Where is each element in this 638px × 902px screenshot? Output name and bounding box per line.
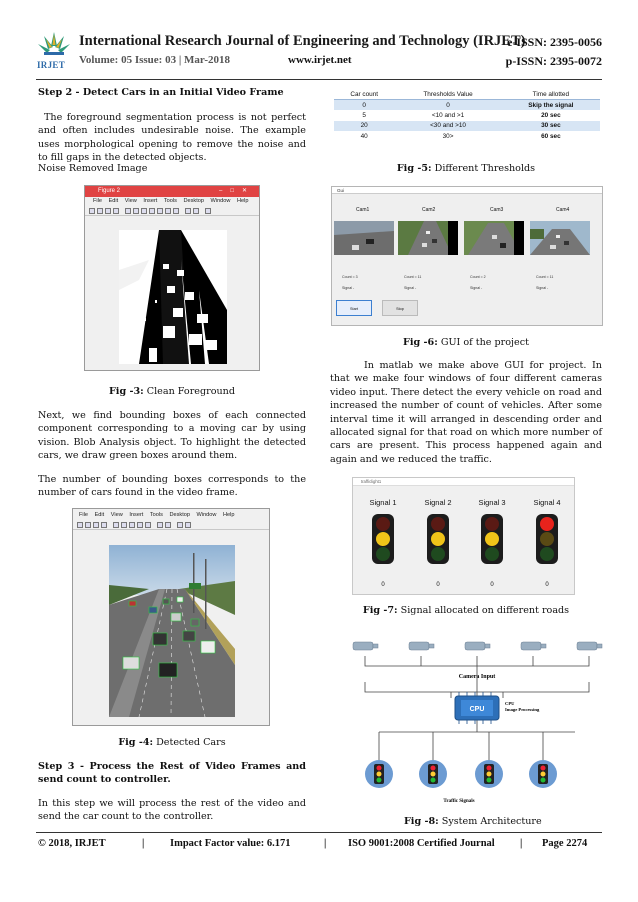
fig8-label: Fig -8: [404,816,439,827]
cam3-label: Cam3 [490,207,504,213]
open-file-icon[interactable] [97,208,103,214]
table-cell: 0 [394,100,501,111]
window-controls-icon[interactable]: –□✕ [219,188,255,194]
cam2-video [398,221,458,255]
fig4-caption [38,736,306,749]
print-icon[interactable] [113,208,119,214]
table-row [334,110,600,121]
signal-4-label: Signal 4 [533,498,561,507]
figure-menubar [85,197,259,206]
cpu-desc-line1: CPU [505,701,515,706]
new-file-icon[interactable] [89,208,95,214]
gui-window [331,186,603,326]
table-row [334,131,600,142]
figure4-menubar [73,511,269,520]
data-cursor-icon[interactable] [157,522,163,528]
traffic-signal-window [352,477,575,595]
table-cell: 20 sec [541,111,561,119]
pointer-icon[interactable] [113,522,119,528]
fig8-text: System Architecture [441,816,542,827]
signal-3-label: Signal 3 [478,498,506,507]
e-issn: e-ISSN: 2395-0056 [507,35,602,49]
legend-icon[interactable] [185,522,191,528]
figure4-toolbar [73,520,269,530]
camera-icons [353,642,602,650]
menu-help[interactable]: Help [223,512,235,518]
pan-icon[interactable] [137,522,143,528]
traffic-light-2-icon [427,514,449,564]
table-cell: 30 sec [502,121,600,132]
menu-file[interactable]: File [79,512,89,518]
fig7-caption [330,604,602,617]
fig3-label: Fig -3: [109,386,144,397]
figure-window-detected-cars [72,508,270,726]
menu-window[interactable]: Window [196,512,217,518]
menu-desktop[interactable]: Desktop [183,198,204,204]
cpu-desc-line2: Image Processing [505,707,540,712]
fig3-text: Clean Foreground [146,386,235,397]
fig4-label: Fig -4: [118,737,154,748]
table-cell: <30 and >10 [394,121,501,132]
col-car-count: Car count [334,89,394,100]
traffic-light-4-icon [536,514,558,564]
figure-window-title: Figure 2 [98,188,121,194]
fig7-label: Fig -7: [362,605,398,616]
signal-1-label: Signal 1 [369,498,397,507]
pan-icon[interactable] [149,208,155,214]
cpu-label: CPU [469,706,485,713]
system-architecture-diagram [349,632,605,810]
table-row [334,100,600,111]
brush-icon[interactable] [173,208,179,214]
fig5-text: Different Thresholds [434,163,536,174]
table-header-row [334,89,600,100]
signal-window-title: trafficlight1 [353,478,574,486]
cam4-signal: Signal - [536,286,549,290]
website-link[interactable]: www.irjet.net [288,54,352,66]
threshold-table [334,89,600,142]
data-cursor-icon[interactable] [165,208,171,214]
save-icon[interactable] [105,208,111,214]
fig6-text: GUI of the project [440,337,529,348]
menu-file[interactable]: File [93,198,103,204]
rotate-icon[interactable] [145,522,151,528]
traffic-light-3-icon [481,514,503,564]
new-file-icon[interactable] [77,522,83,528]
traffic-light-1-icon [372,514,394,564]
menu-view[interactable]: View [110,512,123,518]
brush-icon[interactable] [165,522,171,528]
footer-sep: | [324,838,327,849]
header-divider [36,79,602,80]
fig7-text: Signal allocated on different roads [400,605,570,616]
table-cell: 60 sec [541,132,561,140]
cam2-label: Cam2 [422,207,436,213]
cam1-count: Count = 3 [342,275,358,279]
menu-edit[interactable]: Edit [94,512,105,518]
menu-insert[interactable]: Insert [129,512,144,518]
fig6-caption [330,336,602,349]
rotate-icon[interactable] [157,208,163,214]
table-cell: Skip the signal [502,100,600,111]
journal-title: International Research Journal of Engineering and Technology (IRJET) [79,33,526,49]
colorbar-icon[interactable] [177,522,183,528]
cam2-signal: Signal - [404,286,417,290]
para-number-of-boxes: The number of bounding boxes corresponds to the number of cars found in the video frame. [38,474,306,499]
fig3-caption [38,385,306,398]
menu-tools[interactable]: Tools [163,198,177,204]
table-cell: 0 [334,100,394,111]
pointer-icon[interactable] [125,208,131,214]
print-icon[interactable] [101,522,107,528]
para-matlab-gui: In matlab we make above GUI for project. In that we make four windows of four different cameras video input. There detect the every vehicle on road and increased the number of count of vehicles. After some interval time it will arranged in descending order and allocated signal for that road on which more number of cars are present. This process happened again and again and we reduced the traffic. [330,360,602,465]
open-file-icon[interactable] [85,522,91,528]
colorbar-icon[interactable] [185,208,191,214]
figure-window-clean-foreground [84,185,260,371]
table-cell: 40 [360,132,368,140]
cam4-video [530,221,590,255]
detected-cars-image [109,545,235,717]
zoom-in-icon[interactable] [121,522,127,528]
step3-heading: Step 3 - Process the Rest of Video Frames and send count to controller. [38,761,306,786]
figure-toolbar [85,206,259,216]
signal-4-count: 0 [545,582,549,588]
stop-button[interactable]: Stop [382,300,418,316]
table-cell: 20 [334,121,394,132]
menu-insert[interactable]: Insert [143,198,158,204]
footer-copyright: © 2018, IRJET [38,838,106,849]
zoom-in-icon[interactable] [133,208,139,214]
para-process-rest: In this step we will process the rest of the video and send the car count to the controller. [38,798,306,823]
cam4-count: Count = 11 [536,275,554,279]
cam1-video [334,221,394,255]
col-time-allotted: Time allotted [502,89,600,100]
signal-3-count: 0 [490,582,494,588]
col-thresholds-value: Thresholds Value [394,89,501,100]
cam4-label: Cam4 [556,207,570,213]
cam3-video [464,221,524,255]
zoom-out-icon[interactable] [141,208,147,214]
legend-icon[interactable] [193,208,199,214]
cam1-signal: Signal - [342,286,355,290]
footer-impact-factor: Impact Factor value: 6.171 [170,838,291,849]
footer-page-number: Page 2274 [542,838,588,849]
menu-view[interactable]: View [124,198,137,204]
page-header [36,26,602,76]
table-cell: <10 and >1 [431,111,465,119]
figure-titlebar [85,186,259,197]
menu-tools[interactable]: Tools [149,512,163,518]
zoom-out-icon[interactable] [129,522,135,528]
fig5-caption [330,162,602,175]
cam3-signal: Signal - [470,286,483,290]
cam2-count: Count = 11 [404,275,422,279]
cam1-label: Cam1 [356,207,370,213]
save-icon[interactable] [93,522,99,528]
table-cell: 5 [362,111,366,119]
para-foreground-noise: The foreground segmentation process is not perfect and often includes undesirable noise. The example uses morphological opening to remove the noise and to fill gaps in the detected objects. [38,112,306,164]
menu-window[interactable]: Window [210,198,231,204]
fig8-caption [404,815,604,828]
p-issn: p-ISSN: 2395-0072 [505,54,602,68]
camera-input-label: Camera Input [458,674,496,680]
logo-text: IRJET [37,60,66,70]
signal-2-count: 0 [436,582,440,588]
footer-sep: | [520,838,523,849]
traffic-signal-icons [365,760,557,788]
step2-heading: Step 2 - Detect Cars in an Initial Video Frame [38,87,284,98]
fig4-text: Detected Cars [156,737,226,748]
footer-sep: | [142,838,145,849]
plot-tools-icon[interactable] [205,208,211,214]
signal-1-count: 0 [381,582,385,588]
footer-divider [36,832,602,833]
table-row [334,121,600,132]
footer-iso: ISO 9001:2008 Certified Journal [348,838,495,849]
fig5-label: Fig -5: [396,163,432,174]
start-button[interactable]: Start [336,300,372,316]
noise-removed-label: Noise Removed Image [38,163,148,174]
menu-desktop[interactable]: Desktop [169,512,190,518]
menu-help[interactable]: Help [237,198,249,204]
volume-issue: Volume: 05 Issue: 03 | Mar-2018 [79,54,231,66]
para-bounding-boxes: Next, we find bounding boxes of each connected component corresponding to a moving car by using vision. Blob Analysis object. To highlight the detected cars, we draw green boxes around them. [38,410,306,462]
gui-title: Gui [332,187,602,194]
fig6-label: Fig -6: [403,337,438,348]
menu-edit[interactable]: Edit [108,198,119,204]
table-cell: 30> [442,132,454,140]
traffic-signals-label: Traffic Signals [443,799,475,804]
cam3-count: Count = 2 [470,275,486,279]
clean-foreground-image [119,230,227,364]
signal-2-label: Signal 2 [424,498,452,507]
